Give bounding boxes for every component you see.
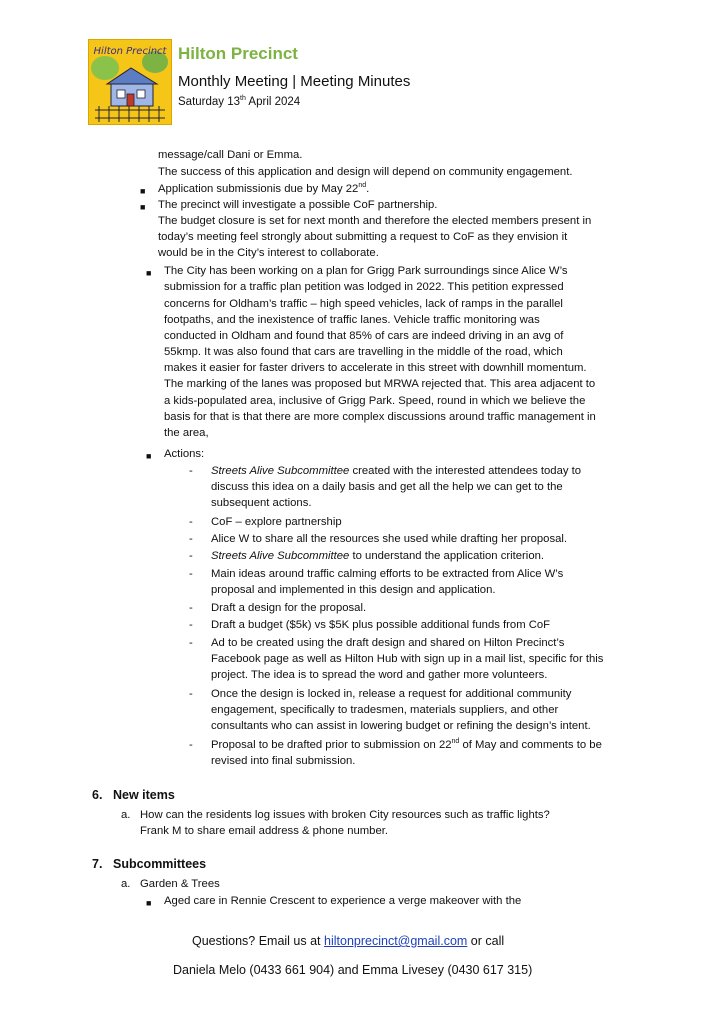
action-item: Ad to be created using the draft design and shared on Hilton Precinct’s <box>211 637 565 649</box>
action-item: Streets Alive Subcommittee to understand the application criterion. <box>211 550 545 562</box>
budget-line: today’s meeting feel strongly about submitting a request to CoF as they envision it <box>158 231 568 243</box>
grigg-line: makes it easier for faster drivers to accelerate in this street with downhill momentum. <box>164 362 587 374</box>
bullet-square-icon: ■ <box>146 268 152 278</box>
continuation-line-2: The success of this application and design will depend on community engagement. <box>158 166 573 178</box>
budget-line: would be in the City’s interest to collaborate. <box>158 247 379 259</box>
action-item-cont: revised into final submission. <box>211 755 356 767</box>
footer-questions: Questions? Email us at hiltonprecinct@gmail.com or call <box>192 934 505 948</box>
hilton-precinct-logo <box>88 39 172 125</box>
continuation-line-1: message/call Dani or Emma. <box>158 149 303 161</box>
action-item-cont: Facebook page as well as Hilton Hub with sign up in a mail list, specific for this <box>211 653 604 665</box>
footer-contacts: Daniela Melo (0433 661 904) and Emma Livesey (0430 617 315) <box>173 963 533 977</box>
action-item: Streets Alive Subcommittee created with the interested attendees today to <box>211 465 582 477</box>
dash-icon: - <box>189 533 193 545</box>
grigg-line: concerns for Oldham’s traffic – high speed vehicles, lack of ramps in the parallel <box>164 298 563 310</box>
dash-icon: - <box>189 637 193 649</box>
grigg-line: The City has been working on a plan for Grigg Park surroundings since Alice W’s <box>164 265 568 277</box>
grigg-line: The marking of the lanes was proposed but MRWA rejected that. This area adjacent to <box>164 378 596 390</box>
action-item: Alice W to share all the resources she used while drafting her proposal. <box>211 533 568 545</box>
bullet-square-icon: ■ <box>140 186 146 196</box>
dash-icon: - <box>189 516 193 528</box>
header-subtitle: Monthly Meeting | Meeting Minutes <box>178 73 411 90</box>
action-item-cont: engagement, specifically to tradesmen, materials suppliers, and other <box>211 704 559 716</box>
budget-line: The budget closure is set for next month and therefore the elected members present in <box>158 215 592 227</box>
grigg-line: conducted in Oldham and found that 85% of cars are indeed driving in an avg of <box>164 330 564 342</box>
grigg-line: a kids-populated area, inclusive of Grigg Park. Speed, round in which we believe the <box>164 395 586 407</box>
section-6-number: 6. <box>92 788 103 802</box>
svg-text:Hilton Precinct: Hilton Precinct <box>93 46 167 57</box>
action-item: Main ideas around traffic calming efforts to be extracted from Alice W’s <box>211 568 564 580</box>
header-date: Saturday 13th April 2024 <box>178 95 301 108</box>
grigg-line: basis for that is that there are more complex discussions around traffic management in <box>164 411 596 423</box>
grigg-line: footpaths, and the inexistence of traffic lanes. Vehicle traffic monitoring was <box>164 314 540 326</box>
action-item: Once the design is locked in, release a request for additional community <box>211 688 572 700</box>
action-item: Proposal to be drafted prior to submission on 22nd of May and comments to be <box>211 738 602 751</box>
dash-icon: - <box>189 568 193 580</box>
footer-email-link[interactable]: hiltonprecinct@gmail.com <box>324 934 468 948</box>
section-6-item: How can the residents log issues with broken City resources such as traffic lights? <box>140 809 550 821</box>
section-7-bullet: Aged care in Rennie Crescent to experience a verge makeover with the <box>164 895 522 907</box>
partnership-item: The precinct will investigate a possible CoF partnership. <box>158 199 438 211</box>
house-logo-icon <box>89 40 171 124</box>
actions-label: Actions: <box>164 448 205 460</box>
dash-icon: - <box>189 465 193 477</box>
dash-icon: - <box>189 550 193 562</box>
dash-icon: - <box>189 619 193 631</box>
action-item-cont: consultants who can assist in lowering budget or refining the design’s intent. <box>211 720 591 732</box>
action-item: Draft a design for the proposal. <box>211 602 367 614</box>
action-item-cont: proposal and implemented in this design and application. <box>211 584 496 596</box>
submission-deadline: Application submissionis due by May 22nd. <box>158 182 370 195</box>
action-item-cont: subsequent actions. <box>211 497 312 509</box>
grigg-line: the area, <box>164 427 209 439</box>
dash-icon: - <box>189 688 193 700</box>
bullet-square-icon: ■ <box>146 898 152 908</box>
section-6-item-cont: Frank M to share email address & phone number. <box>140 825 389 837</box>
section-6-item-letter: a. <box>121 809 131 821</box>
dash-icon: - <box>189 602 193 614</box>
grigg-line: 55kmp. It was also found that cars are travelling in the middle of the road, which <box>164 346 563 358</box>
bullet-square-icon: ■ <box>140 202 146 212</box>
header-title: Hilton Precinct <box>178 44 298 63</box>
section-6-title: New items <box>113 788 175 802</box>
section-7-number: 7. <box>92 857 103 871</box>
action-item: CoF – explore partnership <box>211 516 342 528</box>
section-7-item-title: Garden & Trees <box>140 878 220 890</box>
action-item-cont: discuss this idea on a daily basis and get all the help we can get to the <box>211 481 563 493</box>
section-7-title: Subcommittees <box>113 857 207 871</box>
bullet-square-icon: ■ <box>146 451 152 461</box>
dash-icon: - <box>189 739 193 751</box>
section-7-item-letter: a. <box>121 878 131 890</box>
grigg-line: submission for a traffic plan petition was lodged in 2022. This petition expressed <box>164 281 564 293</box>
action-item: Draft a budget ($5k) vs $5K plus possible additional funds from CoF <box>211 619 551 631</box>
action-item-cont: project. The idea is to spread the word and gather more volunteers. <box>211 669 548 681</box>
